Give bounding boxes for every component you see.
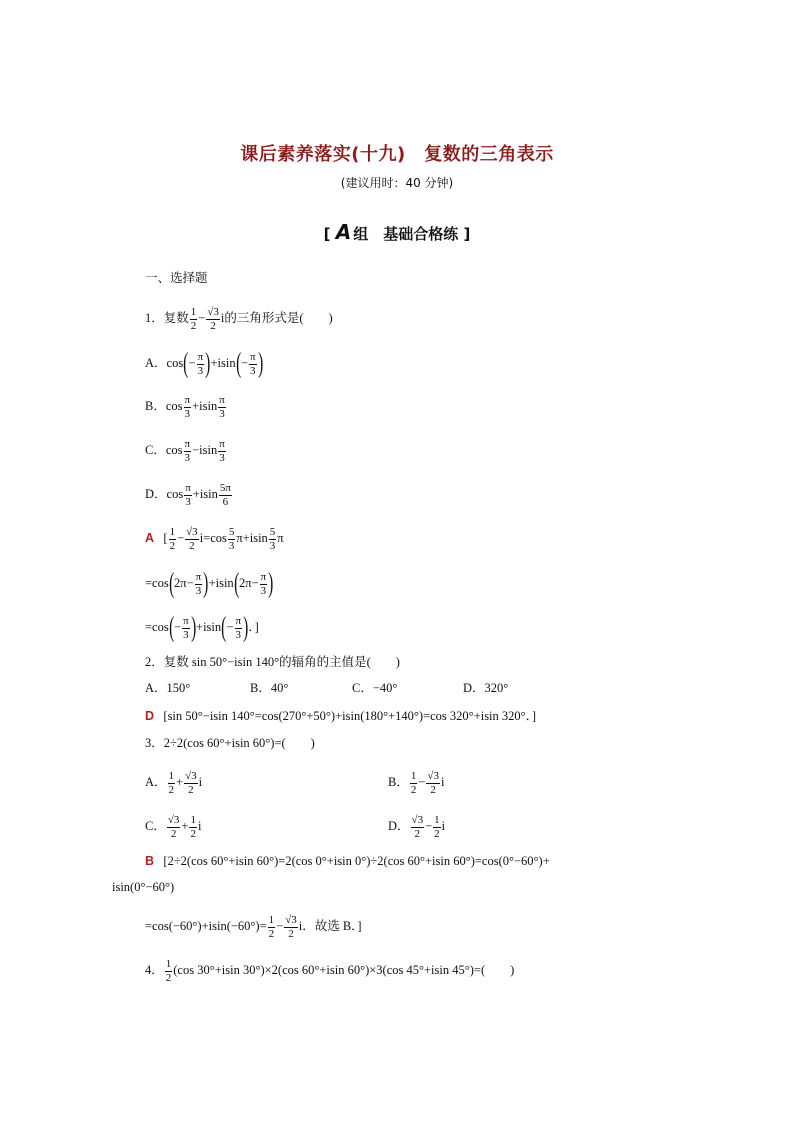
q1-solution-line2: =cos(2π− $\frac{\pi}{3}$ )+isin(2π− $\frac{\pi}{3}$ ): [145, 568, 274, 599]
q1-option-c: C．cos $\frac{\pi}{3}$ −isin $\frac{\pi}{3}$: [145, 438, 225, 464]
q1-stem: 1．复数 $\frac{1}{2}$ − $\frac{√3}{2}$ i的三角形式是( ): [145, 306, 333, 332]
suggested-time: (建议用时：40 分钟): [340, 176, 454, 190]
group-letter: A: [335, 220, 352, 244]
q2-option-b: B．40°: [250, 681, 289, 695]
q1-solution-line1: A [ $\frac{1}{2}$ − $\frac{√3}{2}$ i=cos $\frac{5}{3}$ π+isin $\frac{5}{3}$ π: [145, 526, 284, 552]
q1-option-a: A．cos(− $\frac{\pi}{3}$ )+isin(− $\frac{\pi}{3}$ ): [145, 348, 263, 379]
q1-answer-letter: A: [145, 531, 155, 546]
q3-option-c: C． $\frac{√3}{2}$ + $\frac{1}{2}$ i: [145, 814, 202, 840]
group-bracket-close: ]: [463, 225, 471, 243]
section-heading: 一、选择题: [145, 271, 208, 285]
q3-solution-line3: =cos(−60°)+isin(−60°)= $\frac{1}{2}$ − $\frac{√3}{2}$ i．故选 B．]: [145, 914, 362, 940]
group-heading: [0, 220, 794, 244]
group-bracket-open: [: [323, 225, 331, 243]
fraction-sqrt3-over-2: $\frac{√3}{2}$: [207, 306, 219, 332]
q2-option-d: D．320°: [463, 681, 509, 695]
q3-solution-line1: B [2÷2(cos 60°+isin 60°)=2(cos 0°+isin 0°)÷2(cos 60°+isin 60°)=cos(0°−60°)+: [145, 854, 550, 868]
group-label: 组 基础合格练: [353, 225, 459, 243]
q3-solution-line2: isin(0°−60°): [112, 880, 175, 894]
page-title: 课后素养落实(十九) 复数的三角表示: [240, 144, 554, 165]
q4-stem: 4． $\frac{1}{2}$ (cos 30°+isin 30°)×2(cos 60°+isin 60°)×3(cos 45°+isin 45°)=( ): [145, 958, 515, 984]
q3-option-b: B． $\frac{1}{2}$ − $\frac{√3}{2}$ i: [388, 770, 445, 796]
q2-option-a: A．150°: [145, 681, 191, 695]
q1-option-d: D．cos $\frac{\pi}{3}$ +isin $\frac{5\pi}{6}$: [145, 482, 231, 508]
q2-option-c: C．−40°: [352, 681, 398, 695]
q3-answer-letter: B: [145, 854, 155, 868]
q3-option-a: A． $\frac{1}{2}$ + $\frac{√3}{2}$ i: [145, 770, 203, 796]
q2-solution: D [sin 50°−isin 140°=cos(270°+50°)+isin(180°+140°)=cos 320°+isin 320°．]: [145, 709, 537, 723]
q1-option-b: B．cos $\frac{\pi}{3}$ +isin $\frac{\pi}{3}$: [145, 394, 225, 420]
q2-stem: 2．复数 sin 50°−isin 140°的辐角的主值是( ): [145, 655, 400, 669]
q3-stem: 3．2÷2(cos 60°+isin 60°)=( ): [145, 736, 315, 750]
q3-option-d: D． $\frac{√3}{2}$ − $\frac{1}{2}$ i: [388, 814, 446, 840]
fraction-half: $\frac{1}{2}$: [190, 306, 197, 332]
q1-solution-line3: =cos(− $\frac{\pi}{3}$ )+isin(− $\frac{\pi}{3}$ )．]: [145, 612, 259, 643]
q2-answer-letter: D: [145, 709, 155, 723]
